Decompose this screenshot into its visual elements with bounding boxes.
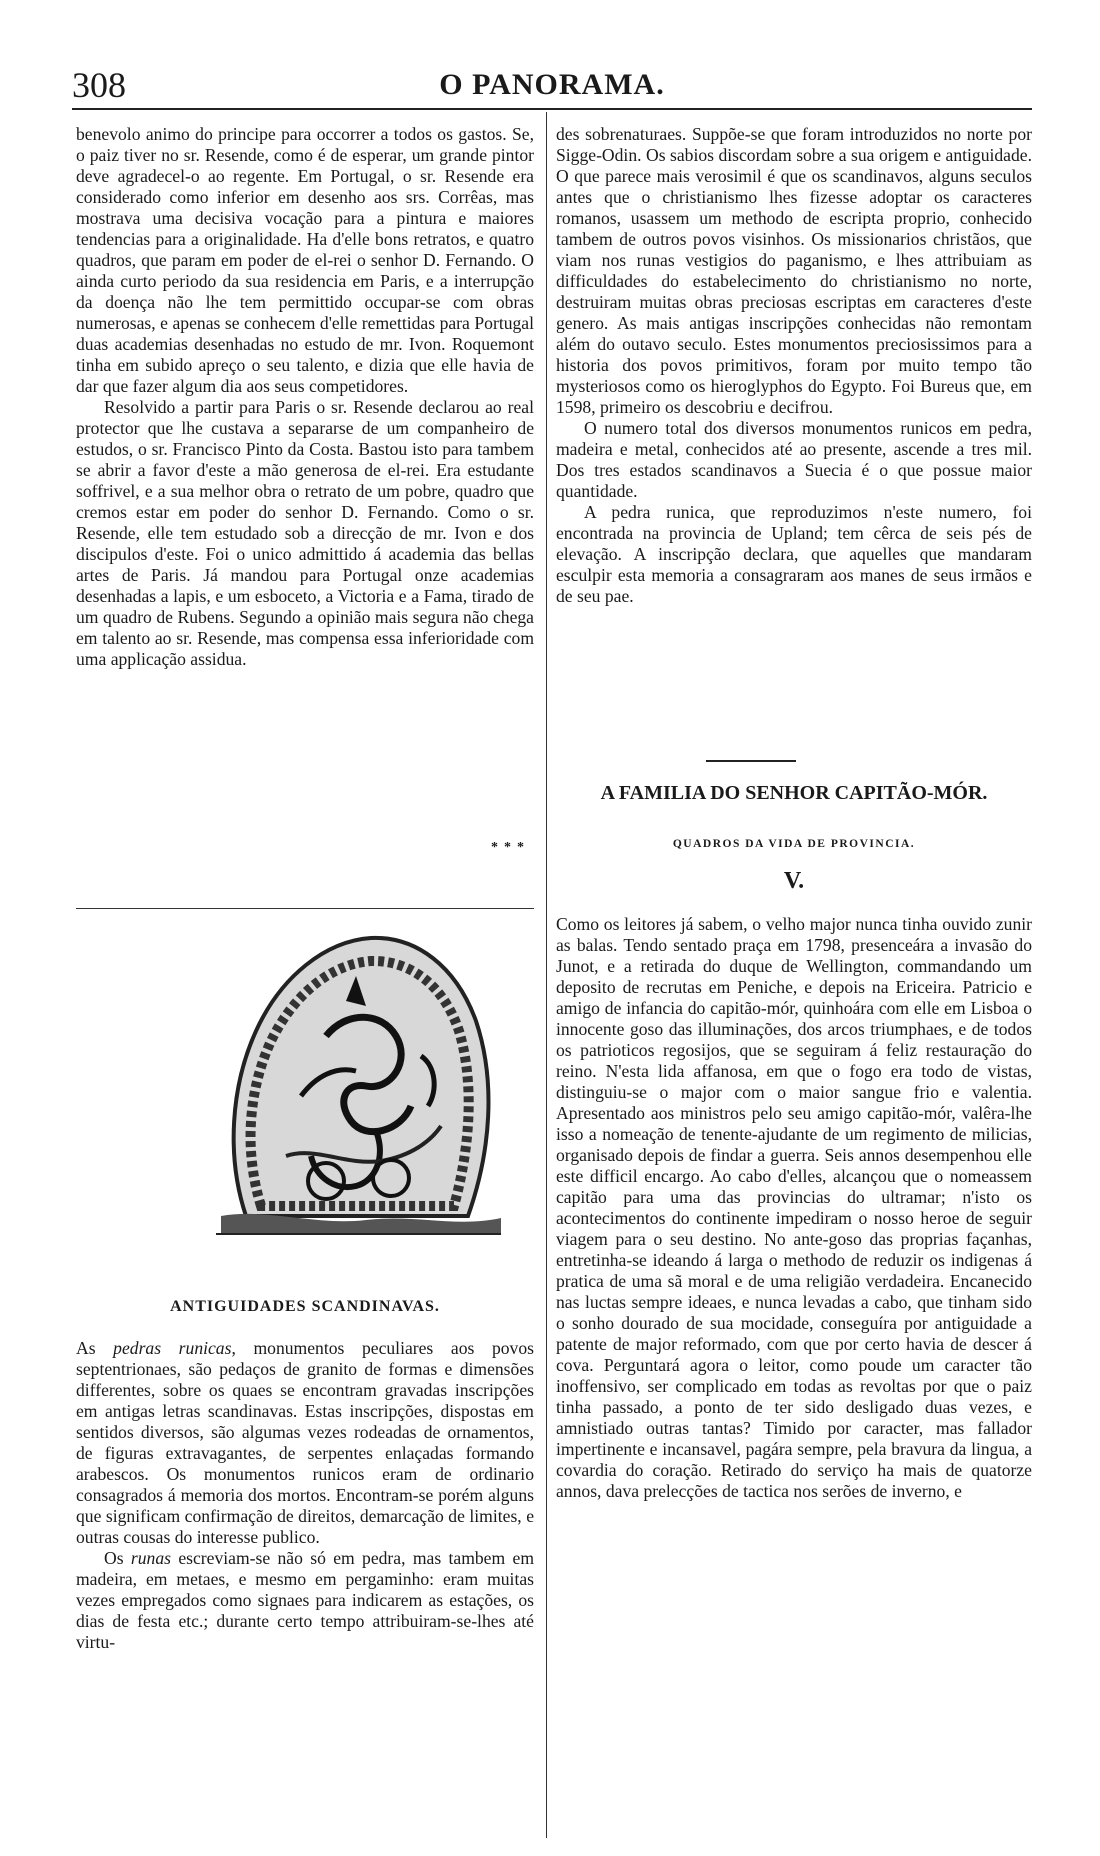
right-paragraph-4: Como os leitores já sabem, o velho major nunca tinha ouvido zunir as balas. Tendo sentado praça em 1798, presenceára a invasão do Junot, e a retirada do duque de Wellington, commandando um deposito de recrutas em Peniche, e depois na Ericeira. Patricio e amigo de infancia do capitão-mór, quinhoára com elle em Lisboa o innocente goso das illuminações, dos arcos triumphaes, e de todos os patrioticos regosijos, que se seguiram á feliz restauração do reino. N'esta lida affanosa, em que o fogo era todo de vistas, distinguiu-se o major com o maior sangue frio e valentia. Apresentado aos ministros pelo seu amigo capitão-mór, valêra-lhe isso a nomeação de tenente-ajudante de um regimento de milicias, organisado depois de findar a guerra. Seis annos desempenhou elle este difficil encargo. Ao cabo d'elles, alcançou que o nomeassem capitão para uma das provincias do ultramar; n'isto os acontecimentos do continente impediram o nosso heroe de seguir viagem para o seu destino. No ante-goso das proprias façanhas, entretinha-se ideando á larga o methodo de reduzir os indigenas á pratica de uma sã moral e de uma religião verdadeira. Encanecido nas luctas sempre ideaes, e nunca levadas a cabo, que tinham sido o sonho dourado de sua mocidade, conseguíra por antiguidade a patente de major reformado, com que por certo havia de descer á cova. Perguntará agora o leitor, como poude um caracter tão inoffensivo, ser complicado em todas as revoltas por que o paiz tinha passado, a ponto de ter sido desligado duas vezes, e amnistiado outras tantas? Timido por caracter, mas fallador impertinente e incansavel, pagára sempre, pela bravura da lingua, a covardia do coração. Retirado do serviço ha mais de quatorze annos, dava prelecções de tactica nos serões de inverno, e [556,914,1032,1501]
page-header [72,62,1032,108]
runestone-illustration [206,916,506,1266]
left-column-bottom [76,1338,534,1653]
italic-term: pedras runicas [113,1338,232,1358]
left-paragraph-2: Resolvido a partir para Paris o sr. Resende declarou ao real protector que lhe custava a separarse de um companheiro de estudos, o sr. Francisco Pinto da Costa. Bastou isto para tambem se abrir a favor d'este a mão generosa de el-rei. Era estudante soffrivel, e a sua melhor obra o retrato de um pobre, quadro que cremos estar em poder do senhor D. Fernando. Como o sr. Resende, elle tem estudado sob a direcção de mr. Ivon e dos discipulos d'este. Foi o unico admittido á academia das bellas artes de Paris. Já mandou para Portugal onze academias desenhadas a lapis, e um esboceto, a Victoria e a Fama, tirado de um quadro de Rubens. Segundo a opinião mais segura não chega em talento ao sr. Resende, mas compensa essa inferioridade com uma applicação assidua. [76,397,534,669]
section-numeral: V. [783,868,805,894]
figure-top-rule [76,908,534,909]
section-divider [706,760,796,762]
right-paragraph-2: O numero total dos diversos monumentos runicos em pedra, madeira e metal, conhecidos até ao presente, ascende a tres mil. Dos tres estados scandinavos a Suecia é o que possue maior quantidade. [556,418,1032,501]
section-stars: *** [491,840,530,855]
right-column-top [556,124,1032,607]
right-paragraph-1: des sobrenaturaes. Suppõe-se que foram introduzidos no norte por Sigge-Odin. Os sabios discordam sobre a sua origem e antiguidade. O que parece mais verosimil é que os scandinavos, alguns seculos antes que o christianismo lhes fizesse adoptar os caracteres romanos, usassem um methodo de escripta proprio, conhecido tambem de outros povos visinhos. Os missionarios christãos, que viam nos runas vestigios do paganismo, e lhes attribuiam as difficuldades do estabelecimento do christianismo no norte, destruiram muitas obras preciosas escriptas em caracteres d'este genero. As mais antigas inscripções conhecidas não remontam além do outavo seculo. Estes monumentos preciosissimos para a historia dos povos primitivos, foram por muito tempo tão mysteriosos como os hieroglyphos do Egypto. Foi Bureus que, em 1598, primeiro os descobriu e decifrou. [556,124,1032,417]
header-rule [72,108,1032,110]
page-number: 308 [72,65,126,105]
italic-term: runas [130,1548,171,1568]
right-column-bottom [556,914,1032,1502]
section-subtitle: QUADROS DA VIDA DE PROVINCIA. [672,838,916,850]
left-paragraph-1: benevolo animo do principe para occorrer a todos os gastos. Se, o paiz tiver no sr. Resende, como é de esperar, um grande pintor deve agradecel-o ao regente. Em Portugal, o sr. Resende era considerado como inferior em desenho aos srs. Corrêas, mas mostrava uma decisiva vocação para a pintura e maiores tendencias para a originalidade. Ha d'elle bons retratos, e quatro quadros, que param em poder de el-rei o senhor D. Fernando. O ainda curto periodo da sua residencia em Paris, e a interrupção da doença não lhe tem permittido occupar-se com obras numerosas, e apenas se conhecem d'elle remettidas para Portugal duas academias desenhadas no estudo de mr. Ivon. Roquemont tinha em subido apreço o seu talento, e dizia que elle havia de dar que fazer algum dia aos seus competidores. [76,124,534,396]
journal-title: O PANORAMA. [439,68,665,101]
runestone-icon [234,938,489,1216]
left-column-top [76,124,534,670]
section-title: A FAMILIA DO SENHOR CAPITÃO-MÓR. [600,782,988,804]
right-paragraph-3: A pedra runica, que reproduzimos n'este numero, foi encontrada na provincia de Upland; tem cêrca de seis pés de elevação. A inscripção declara, que aquelles que mandaram esculpir esta memoria a consagraram aos manes de seus irmãos e de seu pae. [556,502,1032,606]
left-paragraph-3: As pedras runicas, monumentos peculiares aos povos septentrionaes, são pedaços de granito de formas e dimensões differentes, sobre os quaes se encontram gravadas inscripções em antigas letras scandinavas. Estas inscripções, dispostas em sentidos diversos, são algumas vezes rodeadas de ornamentos, de figuras extravagantes, de serpentes enlaçadas formando arabescos. Os monumentos runicos eram de ordinario consagrados á memoria dos mortos. Encontram-se porém alguns que significam confirmação de direitos, demarcação de limites, e outras cousas do interesse publico. [76,1338,534,1547]
column-divider [546,112,547,1838]
left-paragraph-4: Os runas escreviam-se não só em pedra, mas tambem em madeira, em metaes, e mesmo em pergaminho: eram muitas vezes empregados como signaes para indicarem as estações, os dias de festa etc.; durante certo tempo attribuiram-se-lhes até virtu- [76,1548,535,1652]
figure-caption: ANTIGUIDADES SCANDINAVAS. [170,1298,440,1315]
